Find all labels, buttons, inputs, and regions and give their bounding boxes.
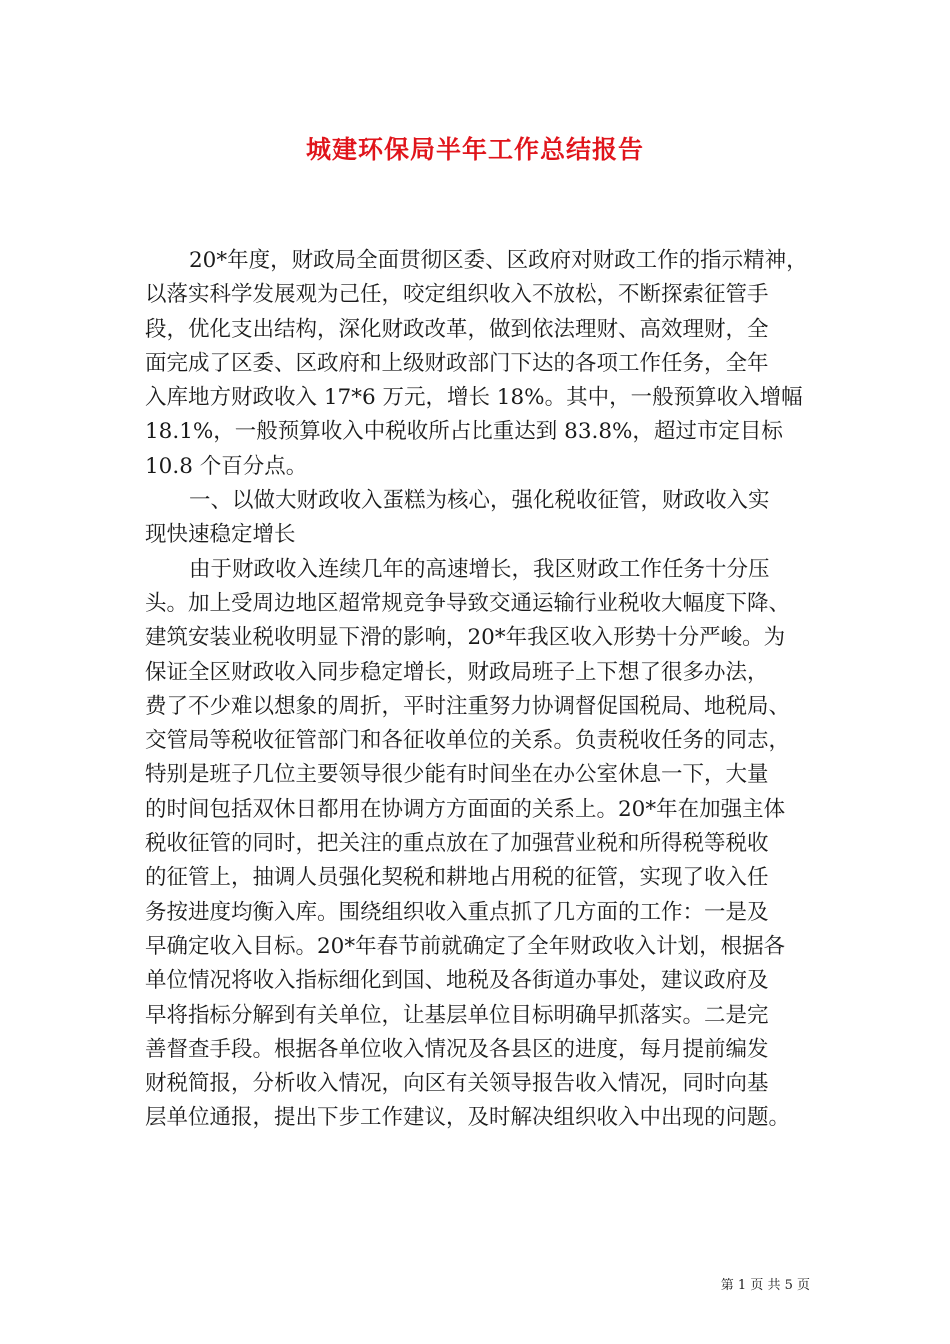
text-line: 由于财政收入连续几年的高速增长，我区财政工作任务十分压 [189,556,770,582]
section-heading-line: 现快速稳定增长 [145,522,296,548]
text-line: 的时间包括双休日都用在协调方方面面的关系上。20*年在加强主体 [145,796,786,822]
text-line: 交管局等税收征管部门和各征收单位的关系。负责税收任务的同志， [145,728,791,754]
text-line: 特别是班子几位主要领导很少能有时间坐在办公室休息一下，大量 [145,762,769,788]
text-line: 单位情况将收入指标细化到国、地税及各街道办事处，建议政府及 [145,968,769,994]
text-line: 以落实科学发展观为己任，咬定组织收入不放松，不断探索征管手 [145,282,769,308]
text-line: 早将指标分解到有关单位，让基层单位目标明确早抓落实。二是完 [145,1002,769,1028]
text-line: 费了不少难以想象的周折，平时注重努力协调督促国税局、地税局、 [145,693,791,719]
text-line: 头。加上受周边地区超常规竞争导致交通运输行业税收大幅度下降、 [145,590,791,616]
text-line: 面完成了区委、区政府和上级财政部门下达的各项工作任务，全年 [145,350,769,376]
text-line: 早确定收入目标。20*年春节前就确定了全年财政收入计划，根据各 [145,933,786,959]
text-line: 财税简报，分析收入情况，向区有关领导报告收入情况，同时向基 [145,1071,769,1097]
text-line: 务按进度均衡入库。围绕组织收入重点抓了几方面的工作：一是及 [145,899,769,925]
text-line: 入库地方财政收入 17*6 万元，增长 18%。其中，一般预算收入增幅 [145,385,803,411]
text-line: 建筑安装业税收明显下滑的影响，20*年我区收入形势十分严峻。为 [145,625,786,651]
text-line: 段，优化支出结构，深化财政改革，做到依法理财、高效理财，全 [145,316,769,342]
page-number: 第 1 页 共 5 页 [720,1278,810,1293]
text-line: 善督查手段。根据各单位收入情况及各县区的进度，每月提前编发 [145,1036,769,1062]
text-line: 20*年度，财政局全面贯彻区委、区政府对财政工作的指示精神， [189,248,808,273]
text-line: 的征管上，抽调人员强化契税和耕地占用税的征管，实现了收入任 [145,865,769,891]
text-line: 保证全区财政收入同步稳定增长，财政局班子上下想了很多办法， [145,659,769,685]
text-line: 税收征管的同时，把关注的重点放在了加强营业税和所得税等税收 [145,831,769,857]
text-line: 18.1%，一般预算收入中税收所占比重达到 83.8%，超过市定目标 [145,419,783,445]
text-line: 层单位通报，提出下步工作建议，及时解决组织收入中出现的问题。 [145,1105,791,1131]
document-body [145,244,810,1136]
page-title: 城建环保局半年工作总结报告 [305,135,644,164]
text-line: 10.8 个百分点。 [145,453,308,479]
section-heading-line: 一、以做大财政收入蛋糕为核心，强化税收征管，财政收入实 [189,488,770,514]
